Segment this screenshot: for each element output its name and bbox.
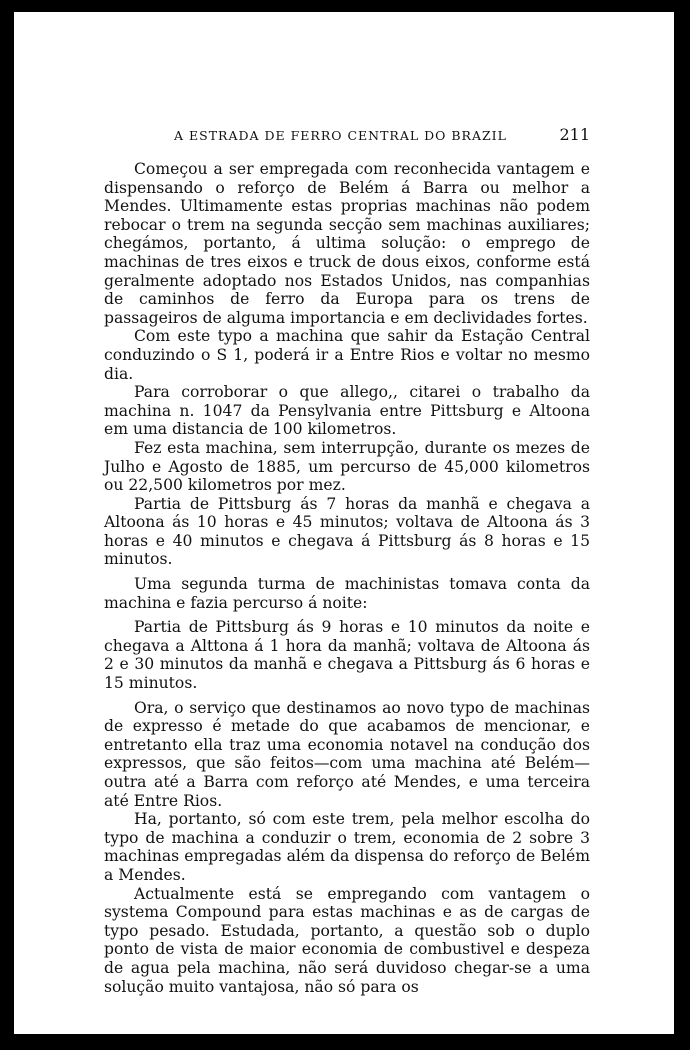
paragraph: Partia de Pittsburg ás 9 horas e 10 minutos da noite e chegava a Alttona á 1 hora da manhã; voltava de Altoona ás 2 e 30 minutos da manhã e chegava a Pittsburg ás 6 horas e 15 minutos. bbox=[104, 618, 590, 693]
paragraph: Ora, o serviço que destinamos ao novo typo de machinas de expresso é metade do que acabamos de mencionar, e entretanto ella traz uma economia notavel na condução dos expressos, que são feitos—com uma machina até Belém—outra até a Barra com reforço até Mendes, e uma terceira até Entre Rios. bbox=[104, 698, 590, 810]
paragraph: Com este typo a machina que sahir da Estação Central conduzindo o S 1, poderá ir a Entre Rios e voltar no mesmo dia. bbox=[104, 327, 590, 383]
paragraph: Para corroborar o que allego,, citarei o trabalho da machina n. 1047 da Pensylvania entre Pittsburg e Altoona em uma distancia de 100 kilometros. bbox=[104, 383, 590, 439]
paragraph: Uma segunda turma de machinistas tomava conta da machina e fazia percurso á noite: bbox=[104, 575, 590, 612]
paragraph: Actualmente está se empregando com vantagem o systema Compound para estas machinas e as de cargas de typo pesado. Estudada, portanto, a questão sob o duplo ponto de vista de maior economia de combustivel e despeza de agua pela machina, não será duvidoso chegar-se a uma solução muito vantajosa, não só para os bbox=[104, 884, 590, 996]
running-title: A ESTRADA DE FERRO CENTRAL DO BRAZIL bbox=[174, 128, 507, 143]
book-page bbox=[14, 12, 674, 1034]
paragraph: Partia de Pittsburg ás 7 horas da manhã e chegava a Altoona ás 10 horas e 45 minutos; voltava de Altoona ás 3 horas e 40 minutos e chegava á Pittsburg ás 8 horas e 15 minutos. bbox=[104, 494, 590, 569]
paragraph: Começou a ser empregada com reconhecida vantagem e dispensando o reforço de Belém á Barra ou melhor a Mendes. Ultimamente estas proprias machinas não podem rebocar o trem na segunda secção sem machinas auxiliares; chegámos, portanto, á ultima solução: o emprego de machinas de tres eixos e truck de dous eixos, conforme está geralmente adoptado nos Estados Unidos, nas companhias de caminhos de ferro da Europa para os trens de passageiros de alguma importancia e em declividades fortes. bbox=[104, 160, 590, 327]
body-text bbox=[104, 160, 590, 996]
paragraph: Fez esta machina, sem interrupção, durante os mezes de Julho e Agosto de 1885, um percurso de 45,000 kilometros ou 22,500 kilometros por mez. bbox=[104, 438, 590, 495]
page-number: 211 bbox=[559, 125, 590, 144]
paragraph: Ha, portanto, só com este trem, pela melhor escolha do typo de machina a conduzir o trem, economia de 2 sobre 3 machinas empregadas além da dispensa do reforço de Belém a Mendes. bbox=[104, 810, 590, 884]
running-header bbox=[174, 125, 590, 144]
